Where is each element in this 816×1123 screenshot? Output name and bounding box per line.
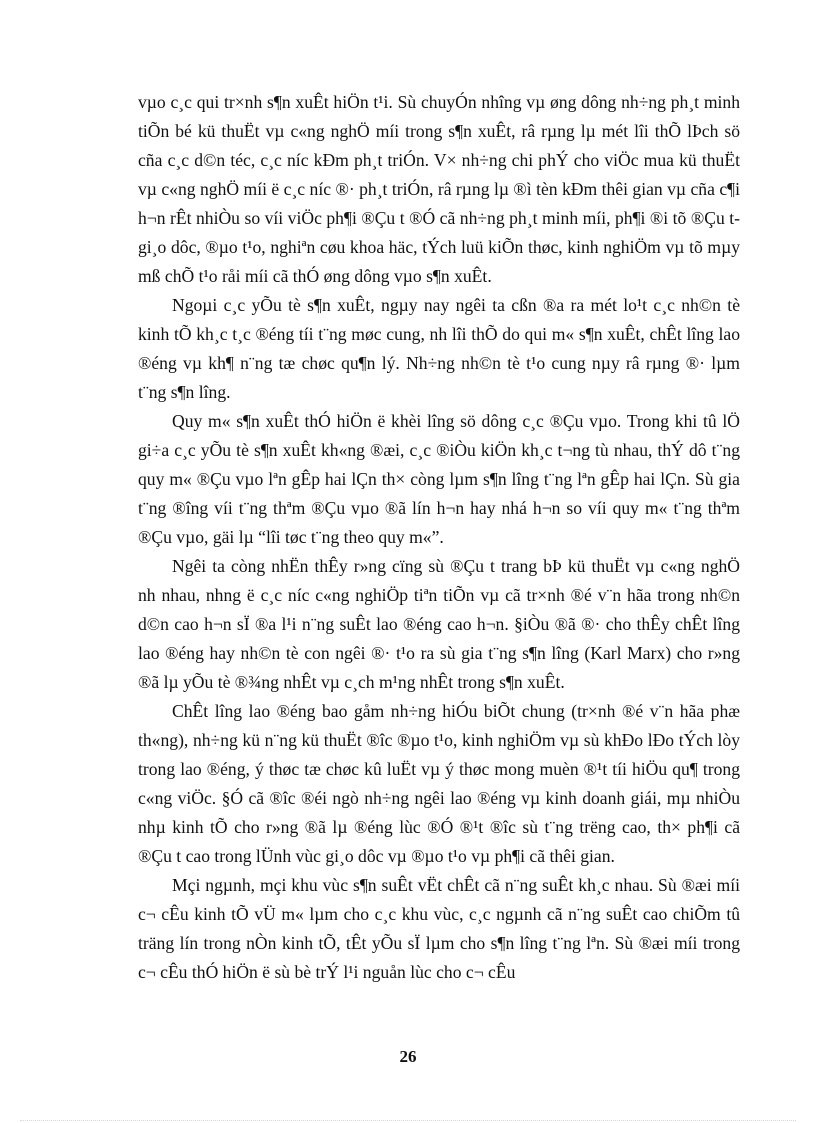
paragraph-4: Ngêi ta còng nhËn thÊy r»ng cïng sù ®Çu t trang bÞ kü thuËt vµ c«ng nghÖ nh nhau, nhng ë c¸c níc c«ng nghiÖp tiªn tiÕn vµ cã tr×nh ®é v¨n hãa trong nh©n d©n cao h¬n sÏ ®a l¹i n¨ng suÊt lao ®éng cao h¬n. §iÒu ®ã ®· cho thÊy chÊt lîng lao ®éng hay nh©n tè con ngêi ®· t¹o ra sù gia t¨ng s¶n lîng (Karl Marx) cho r»ng ®ã lµ yÕu tè ®¾ng nhÊt vµ c¸ch m¹ng nhÊt trong s¶n xuÊt. <box>138 556 740 692</box>
paragraph-5: ChÊt lîng lao ®éng bao gåm nh÷ng hiÓu biÕt chung (tr×nh ®é v¨n hãa phæ th«ng), nh÷ng kü n¨ng kü thuËt ®îc ®µo t¹o, kinh nghiÖm vµ sù khÐo lÐo tÝch lòy trong lao ®éng, ý thøc tæ chøc kû luËt vµ ý thøc mong muèn ®¹t tíi hiÖu qu¶ trong c«ng viÖc. §Ó cã ®îc ®éi ngò nh÷ng ngêi lao ®éng vµ kinh doanh giái, mµ nhiÒu nhµ kinh tÕ cho r»ng ®ã lµ ®éng lùc ®Ó ®¹t ®îc sù t¨ng trëng cao, th× ph¶i cã ®Çu t cao trong lÜnh vùc gi¸o dôc vµ ®µo t¹o vµ ph¶i cã thêi gian. <box>138 701 740 866</box>
paragraph-6: Mçi ngµnh, mçi khu vùc s¶n suÊt vËt chÊt cã n¨ng suÊt kh¸c nhau. Sù ®æi míi c¬ cÊu kinh tÕ vÜ m« lµm cho c¸c khu vùc, c¸c ngµnh cã n¨ng suÊt cao chiÕm tû träng lín trong nÒn kinh tÕ, tÊt yÕu sÏ lµm cho s¶n lîng t¨ng lªn. Sù ®æi míi trong c¬ cÊu thÓ hiÖn ë sù bè trÝ l¹i nguån lùc cho c¬ cÊu <box>138 875 740 982</box>
page-number: 26 <box>399 1047 417 1066</box>
page-bottom-border <box>20 1120 796 1121</box>
paragraph-3: Quy m« s¶n xuÊt thÓ hiÖn ë khèi lîng sö dông c¸c ®Çu vµo. Trong khi tû lÖ gi÷a c¸c yÕu tè s¶n xuÊt kh«ng ®æi, c¸c ®iÒu kiÖn kh¸c t¬ng tù nhau, thÝ dô t¨ng quy m« ®Çu vµo lªn gÊp hai lÇn th× còng lµm s¶n lîng t¨ng lªn gÊp hai lÇn. Sù gia t¨ng ®îng víi t¨ng thªm ®Çu vµo ®ã lín h¬n hay nhá h¬n so víi quy m« t¨ng thªm ®Çu vµo, gäi lµ “lîi tøc t¨ng theo quy m«”. <box>138 411 740 547</box>
paragraph-2: Ngoµi c¸c yÕu tè s¶n xuÊt, ngµy nay ngêi ta cßn ®a ra mét lo¹t c¸c nh©n tè kinh tÕ kh¸c t¸c ®éng tíi t¨ng møc cung, nh lîi thÕ do qui m« s¶n xuÊt, chÊt lîng lao ®éng vµ kh¶ n¨ng tæ chøc qu¶n lý. Nh÷ng nh©n tè t¹o cung nµy râ rµng ®· lµm t¨ng s¶n lîng. <box>138 295 740 402</box>
body-text <box>138 88 740 987</box>
paragraph-1: vµo c¸c qui tr×nh s¶n xuÊt hiÖn t¹i. Sù chuyÓn nhîng vµ øng dông nh÷ng ph¸t minh tiÕn bé kü thuËt vµ c«ng nghÖ míi trong s¶n xuÊt, râ rµng lµ mét lîi thÕ lÞch sö cña c¸c d©n téc, c¸c níc kÐm ph¸t triÓn. V× nh÷ng chi phÝ cho viÖc mua kü thuËt vµ c«ng nghÖ míi ë c¸c níc ®· ph¸t triÓn, râ rµng lµ ®ì tèn kÐm thêi gian vµ cña c¶i h¬n rÊt nhiÒu so víi viÖc ph¶i ®Çu t ®Ó cã nh÷ng ph¸t minh míi, ph¶i ®i tõ ®Çu t gi¸o dôc, ®µo t¹o, nghiªn cøu khoa häc, tÝch luü kiÕn thøc, kinh nghiÖm vµ tõ mµy mß chÕ t¹o råi míi cã thÓ øng dông vµo s¶n xuÊt. <box>138 92 740 286</box>
